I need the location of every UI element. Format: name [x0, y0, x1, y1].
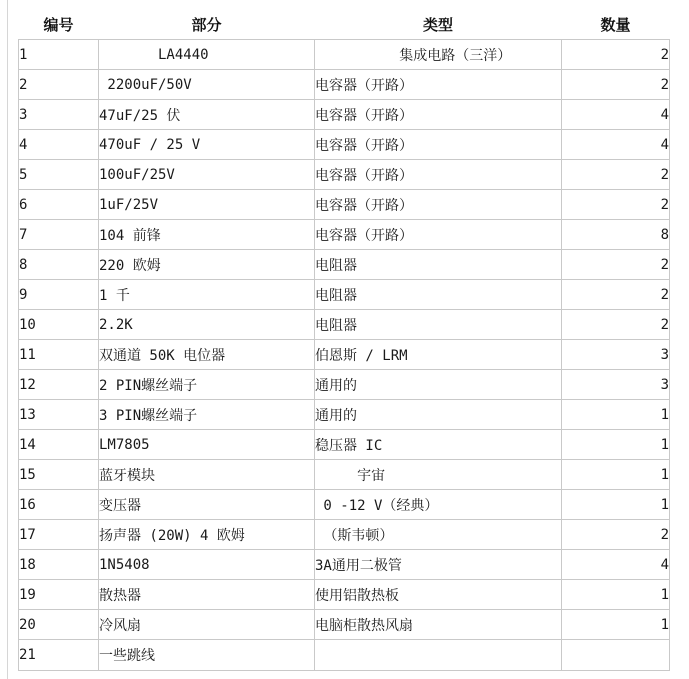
row-type: 集成电路（三洋）: [315, 40, 562, 70]
row-part: 双通道 50K 电位器: [99, 340, 315, 370]
row-number: 3: [19, 100, 99, 130]
row-quantity: 2: [562, 160, 670, 190]
row-part: 220 欧姆: [99, 250, 315, 280]
header-no: 编号: [19, 10, 99, 40]
row-type: 电容器（开路）: [315, 190, 562, 220]
row-quantity: 3: [562, 340, 670, 370]
row-part: 扬声器 (20W) 4 欧姆: [99, 520, 315, 550]
row-part: 1N5408: [99, 550, 315, 580]
row-number: 15: [19, 460, 99, 490]
row-quantity: 2: [562, 70, 670, 100]
row-quantity: 4: [562, 100, 670, 130]
row-number: 20: [19, 610, 99, 640]
row-number: 21: [19, 640, 99, 671]
table-row: [19, 70, 670, 100]
table-row: [19, 130, 670, 160]
table-row: [19, 400, 670, 430]
row-part: 1 千: [99, 280, 315, 310]
row-quantity: 1: [562, 460, 670, 490]
row-type: 电容器（开路）: [315, 100, 562, 130]
row-quantity: 2: [562, 40, 670, 70]
row-quantity: 3: [562, 370, 670, 400]
row-number: 19: [19, 580, 99, 610]
row-type: 宇宙: [315, 460, 562, 490]
header-qty: 数量: [562, 10, 670, 40]
row-number: 17: [19, 520, 99, 550]
table-row: [19, 100, 670, 130]
table-row: [19, 190, 670, 220]
row-type: 0 -12 V（经典）: [315, 490, 562, 520]
row-quantity: 2: [562, 520, 670, 550]
row-quantity: 2: [562, 250, 670, 280]
row-type: [315, 640, 562, 671]
row-quantity: 1: [562, 490, 670, 520]
row-number: 18: [19, 550, 99, 580]
table-row: [19, 520, 670, 550]
row-number: 9: [19, 280, 99, 310]
table-row: [19, 250, 670, 280]
row-quantity: 8: [562, 220, 670, 250]
row-number: 4: [19, 130, 99, 160]
row-type: 电阻器: [315, 280, 562, 310]
table-row: [19, 430, 670, 460]
left-border-line: [7, 0, 8, 679]
table-row: [19, 460, 670, 490]
table-row: [19, 490, 670, 520]
row-quantity: [562, 640, 670, 671]
row-part: 2 PIN螺丝端子: [99, 370, 315, 400]
table-row: [19, 550, 670, 580]
row-number: 6: [19, 190, 99, 220]
row-number: 7: [19, 220, 99, 250]
row-number: 2: [19, 70, 99, 100]
row-part: 2200uF/50V: [99, 70, 315, 100]
row-type: 稳压器 IC: [315, 430, 562, 460]
row-number: 14: [19, 430, 99, 460]
row-quantity: 4: [562, 130, 670, 160]
row-type: 电阻器: [315, 310, 562, 340]
row-part: 104 前锋: [99, 220, 315, 250]
row-type: 使用铝散热板: [315, 580, 562, 610]
row-number: 13: [19, 400, 99, 430]
row-type: 通用的: [315, 400, 562, 430]
row-type: 电容器（开路）: [315, 220, 562, 250]
row-quantity: 4: [562, 550, 670, 580]
row-part: 2.2K: [99, 310, 315, 340]
table-row: [19, 340, 670, 370]
row-part: 散热器: [99, 580, 315, 610]
row-quantity: 1: [562, 580, 670, 610]
row-number: 16: [19, 490, 99, 520]
table-row: [19, 370, 670, 400]
row-part: 变压器: [99, 490, 315, 520]
row-number: 10: [19, 310, 99, 340]
row-type: 伯恩斯 / LRM: [315, 340, 562, 370]
row-quantity: 1: [562, 400, 670, 430]
row-type: 通用的: [315, 370, 562, 400]
table-row: [19, 640, 670, 671]
row-quantity: 2: [562, 190, 670, 220]
table-header-row: [19, 10, 670, 40]
row-part: LA4440: [99, 40, 315, 70]
row-part: 蓝牙模块: [99, 460, 315, 490]
table-row: [19, 610, 670, 640]
bill-of-materials-table: [18, 10, 670, 671]
row-quantity: 2: [562, 310, 670, 340]
header-part: 部分: [99, 10, 315, 40]
header-type: 类型: [315, 10, 562, 40]
table-row: [19, 280, 670, 310]
row-number: 12: [19, 370, 99, 400]
row-quantity: 1: [562, 610, 670, 640]
row-type: 电容器（开路）: [315, 130, 562, 160]
row-part: 100uF/25V: [99, 160, 315, 190]
row-quantity: 1: [562, 430, 670, 460]
row-type: （斯韦顿）: [315, 520, 562, 550]
table-row: [19, 40, 670, 70]
row-type: 电脑柜散热风扇: [315, 610, 562, 640]
row-part: 1uF/25V: [99, 190, 315, 220]
row-part: LM7805: [99, 430, 315, 460]
row-number: 8: [19, 250, 99, 280]
row-type: 电容器（开路）: [315, 70, 562, 100]
row-number: 11: [19, 340, 99, 370]
row-number: 1: [19, 40, 99, 70]
row-type: 电阻器: [315, 250, 562, 280]
row-part: 47uF/25 伏: [99, 100, 315, 130]
row-part: 冷风扇: [99, 610, 315, 640]
row-part: 一些跳线: [99, 640, 315, 671]
row-number: 5: [19, 160, 99, 190]
row-type: 3A通用二极管: [315, 550, 562, 580]
row-part: 470uF / 25 V: [99, 130, 315, 160]
table-row: [19, 310, 670, 340]
table-row: [19, 580, 670, 610]
table-row: [19, 220, 670, 250]
row-quantity: 2: [562, 280, 670, 310]
row-part: 3 PIN螺丝端子: [99, 400, 315, 430]
table-row: [19, 160, 670, 190]
row-type: 电容器（开路）: [315, 160, 562, 190]
